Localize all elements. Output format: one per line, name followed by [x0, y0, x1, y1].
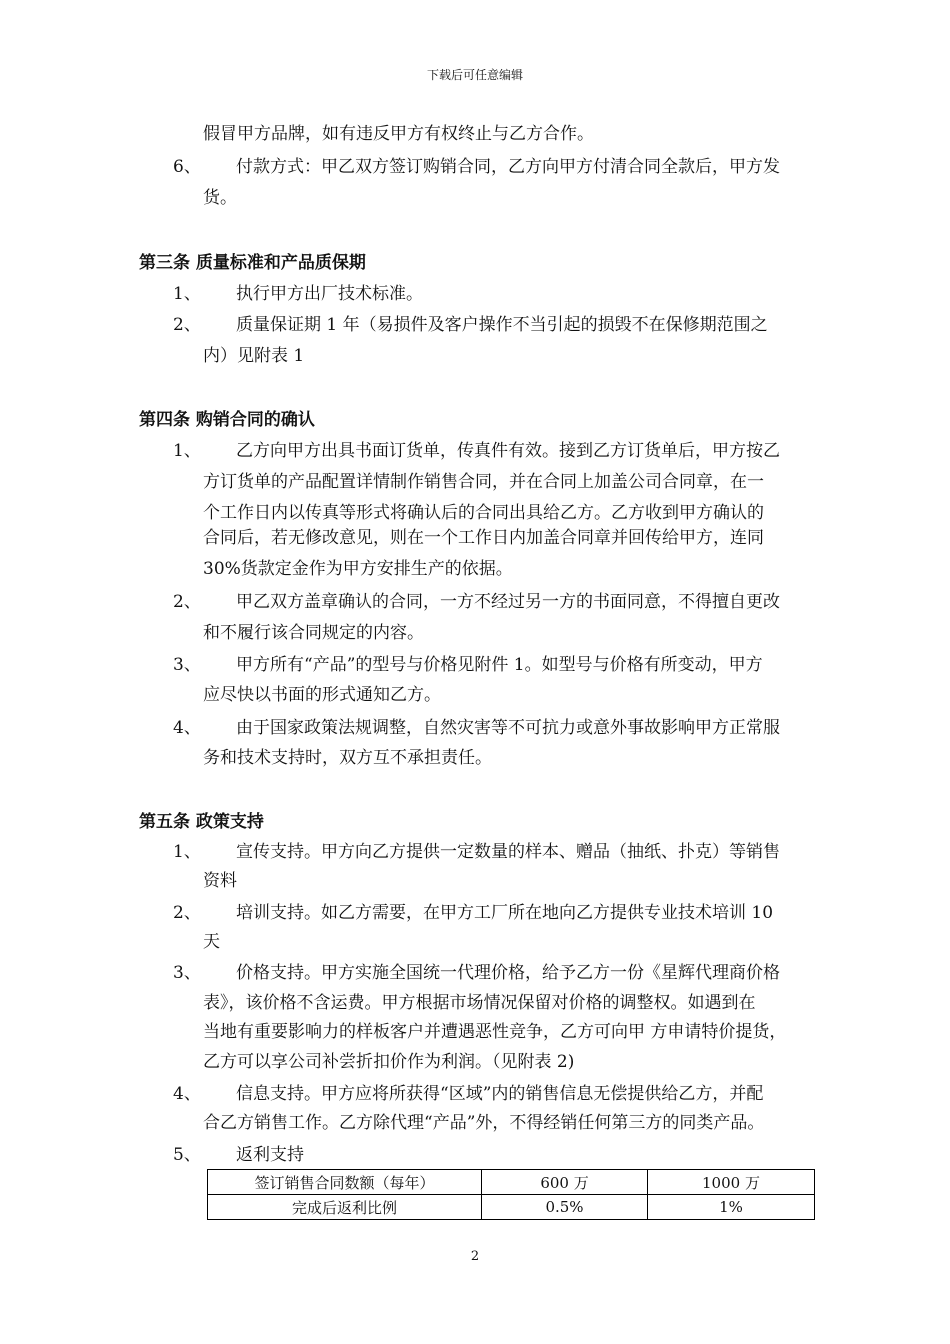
rebate-table	[207, 1169, 815, 1220]
paragraph-line: 表》，该价格不含运费。甲方根据市场情况保留对价格的调整权。如遇到在	[203, 993, 756, 1013]
paragraph-line: 乙方可以享公司补尝折扣价作为利润。（见附表 2)	[203, 1052, 575, 1072]
table-cell: 0.5%	[482, 1195, 648, 1220]
paragraph-line: 方订货单的产品配置详情制作销售合同，并在合同上加盖公司合同章，在一	[203, 472, 764, 492]
paragraph-line: 付款方式：甲乙双方签订购销合同，乙方向甲方付清合同全款后，甲方发	[236, 157, 780, 177]
paragraph-line: 乙方向甲方出具书面订货单，传真件有效。接到乙方订货单后，甲方按乙	[236, 441, 780, 461]
paragraph-line: 假冒甲方品牌，如有违反甲方有权终止与乙方合作。	[203, 124, 594, 144]
paragraph-line: 由于国家政策法规调整，自然灾害等不可抗力或意外事故影响甲方正常服	[236, 718, 780, 738]
table-cell: 完成后返利比例	[208, 1195, 482, 1220]
paragraph-line: 返利支持	[236, 1145, 304, 1165]
paragraph-line: 个工作日内以传真等形式将确认后的合同出具给乙方。乙方收到甲方确认的	[203, 503, 764, 523]
section-heading: 第五条 政策支持	[139, 812, 264, 832]
page-number: 2	[470, 1249, 480, 1264]
paragraph-line: 资料	[203, 871, 237, 891]
paragraph-line: 30%货款定金作为甲方安排生产的依据。	[203, 559, 513, 579]
paragraph-line: 合同后，若无修改意见，则在一个工作日内加盖合同章并回传给甲方，连同	[203, 528, 764, 548]
table-cell: 1%	[648, 1195, 815, 1220]
item-number: 1、	[173, 284, 201, 304]
item-number: 2、	[173, 903, 201, 923]
paragraph-line: 执行甲方出厂技术标准。	[236, 284, 423, 304]
item-number: 3、	[173, 963, 201, 983]
paragraph-line: 当地有重要影响力的样板客户并遭遇恶性竞争，乙方可向甲 方申请特价提货，	[203, 1022, 787, 1042]
item-number: 4、	[173, 1084, 201, 1104]
paragraph-line: 质量保证期 1 年（易损件及客户操作不当引起的损毁不在保修期范围之	[236, 315, 768, 335]
table-cell: 600 万	[482, 1170, 648, 1195]
item-number: 2、	[173, 592, 201, 612]
paragraph-line: 价格支持。甲方实施全国统一代理价格，给予乙方一份《星辉代理商价格	[236, 963, 780, 983]
paragraph-line: 和不履行该合同规定的内容。	[203, 623, 424, 643]
paragraph-line: 内）见附表 1	[203, 346, 305, 366]
item-number: 5、	[173, 1145, 201, 1165]
section-heading: 第三条 质量标准和产品质保期	[139, 253, 366, 273]
item-number: 1、	[173, 441, 201, 461]
table-row	[208, 1170, 815, 1195]
table-cell: 1000 万	[648, 1170, 815, 1195]
item-number: 2、	[173, 315, 201, 335]
item-number: 4、	[173, 718, 201, 738]
section-heading: 第四条 购销合同的确认	[139, 410, 315, 430]
item-number: 6、	[173, 157, 201, 177]
paragraph-line: 合乙方销售工作。乙方除代理“产品”外，不得经销任何第三方的同类产品。	[203, 1113, 765, 1133]
table-cell: 签订销售合同数额（每年）	[208, 1170, 482, 1195]
paragraph-line: 货。	[203, 188, 237, 208]
paragraph-line: 宣传支持。甲方向乙方提供一定数量的样本、赠品（抽纸、扑克）等销售	[236, 842, 780, 862]
paragraph-line: 应尽快以书面的形式通知乙方。	[203, 685, 441, 705]
item-number: 3、	[173, 655, 201, 675]
paragraph-line: 培训支持。如乙方需要，在甲方工厂所在地向乙方提供专业技术培训 10	[236, 903, 774, 923]
paragraph-line: 天	[203, 932, 220, 952]
paragraph-line: 甲乙双方盖章确认的合同，一方不经过另一方的书面同意，不得擅自更改	[236, 592, 780, 612]
paragraph-line: 信息支持。甲方应将所获得“区域”内的销售信息无偿提供给乙方，并配	[236, 1084, 764, 1104]
item-number: 1、	[173, 842, 201, 862]
page-header: 下载后可任意编辑	[426, 68, 523, 82]
paragraph-line: 务和技术支持时，双方互不承担责任。	[203, 748, 492, 768]
paragraph-line: 甲方所有“产品”的型号与价格见附件 1。如型号与价格有所变动，甲方	[236, 655, 763, 675]
table-row	[208, 1195, 815, 1220]
